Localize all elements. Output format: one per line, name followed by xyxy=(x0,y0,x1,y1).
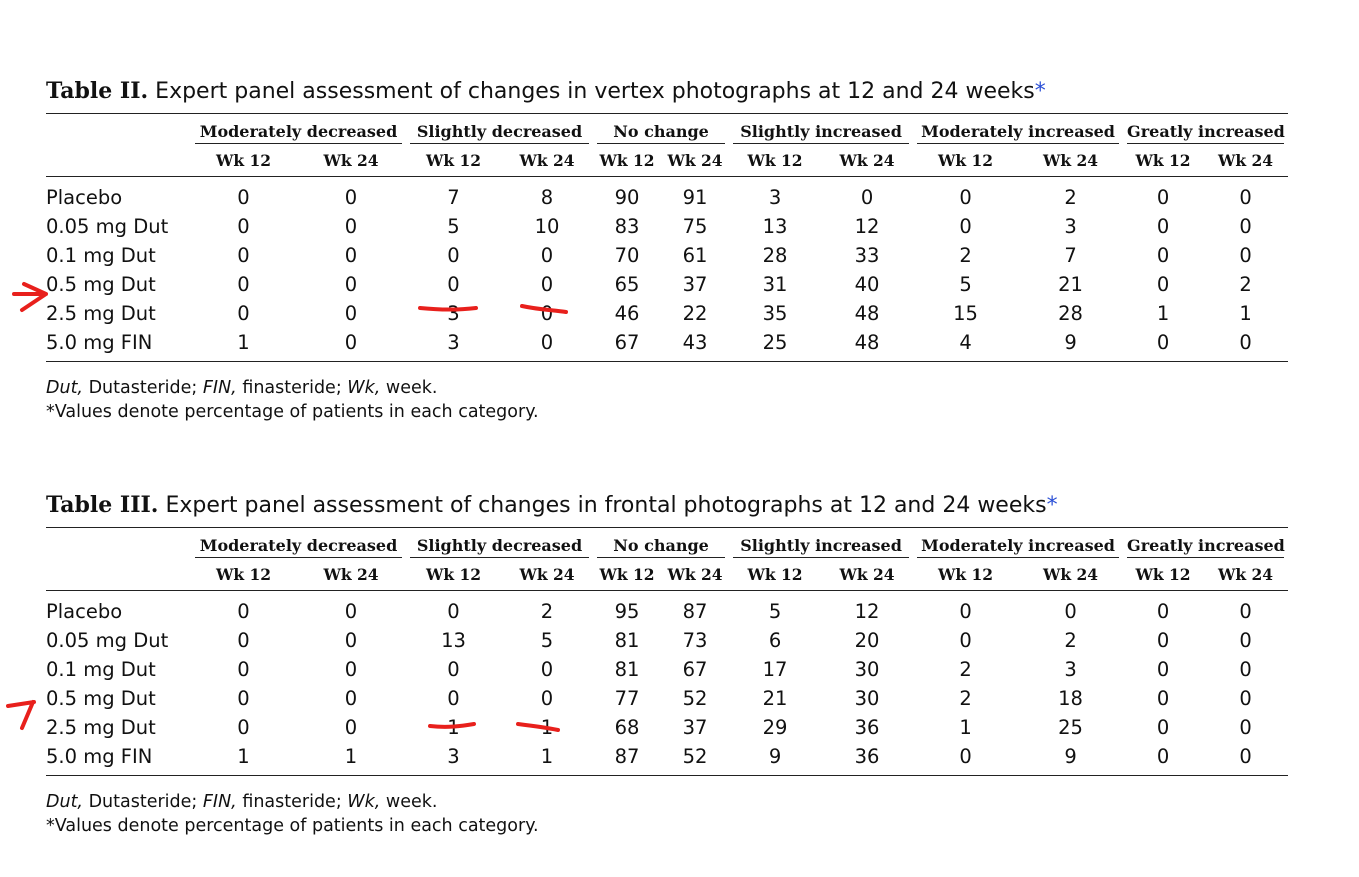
table-cell: 0 xyxy=(1239,745,1252,768)
table-cell: 0 xyxy=(344,629,358,652)
row-label: 0.05 mg Dut xyxy=(46,215,169,238)
footnote-star: * xyxy=(1046,493,1058,518)
table-cell: 17 xyxy=(762,658,788,681)
table-cell: 1 xyxy=(237,331,250,354)
week-header: Wk 12 xyxy=(406,144,501,177)
week-header-row xyxy=(46,144,1288,177)
table-cell: 0 xyxy=(959,629,972,652)
table-cell: 46 xyxy=(614,302,640,325)
table-cell: 87 xyxy=(682,600,708,623)
group-header: Moderately increased xyxy=(913,528,1123,559)
table-cell: 0 xyxy=(344,244,358,267)
row-label: Placebo xyxy=(46,600,123,623)
abbreviation-note: Dut, Dutasteride; FIN, finasteride; Wk, week. xyxy=(46,378,438,398)
week-header: Wk 12 xyxy=(729,558,821,591)
table-cell: 0 xyxy=(237,600,250,623)
table-cell: 8 xyxy=(540,186,554,209)
table-cell: 0 xyxy=(1156,658,1170,681)
values-note: *Values denote percentage of patients in each category. xyxy=(46,816,539,836)
table-cell: 30 xyxy=(854,658,880,681)
table-cell: 9 xyxy=(768,745,782,768)
table-row xyxy=(46,270,1288,299)
week-header: Wk 12 xyxy=(191,558,296,591)
table-cell: 3 xyxy=(1064,215,1077,238)
group-header: Slightly increased xyxy=(729,528,913,559)
table-cell: 2 xyxy=(959,244,972,267)
row-label: 0.1 mg Dut xyxy=(46,658,156,681)
table-cell: 48 xyxy=(854,331,880,354)
table-row xyxy=(46,177,1288,213)
table-cell: 2 xyxy=(1064,186,1077,209)
arrow-icon xyxy=(14,284,46,310)
week-header: Wk 12 xyxy=(593,144,661,177)
table-cell: 28 xyxy=(762,244,788,267)
table-row xyxy=(46,684,1288,713)
table-cell: 0 xyxy=(959,186,972,209)
table-cell: 0 xyxy=(237,629,250,652)
group-header: Moderately decreased xyxy=(191,114,406,145)
week-header: Wk 24 xyxy=(1018,144,1123,177)
table-cell: 0 xyxy=(344,215,358,238)
table-cell: 9 xyxy=(1064,331,1077,354)
table-cell: 18 xyxy=(1058,687,1083,710)
table-row xyxy=(46,241,1288,270)
table-cell: 37 xyxy=(682,716,708,739)
week-header: Wk 12 xyxy=(913,144,1018,177)
table-cell: 12 xyxy=(854,215,880,238)
table-cell: 3 xyxy=(1064,658,1077,681)
week-header: Wk 24 xyxy=(821,558,913,591)
table-cell: 0 xyxy=(1156,331,1170,354)
table-cell: 0 xyxy=(1156,215,1170,238)
empty-header xyxy=(46,114,191,145)
table-cell: 91 xyxy=(682,186,708,209)
table-cell: 6 xyxy=(768,629,782,652)
table-cell: 48 xyxy=(854,302,880,325)
table-cell: 0 xyxy=(540,658,554,681)
row-label: 5.0 mg FIN xyxy=(46,745,153,768)
table-footnotes xyxy=(46,790,1288,838)
group-header: No change xyxy=(593,114,729,145)
table-cell: 33 xyxy=(854,244,880,267)
table-cell: 0 xyxy=(1156,629,1170,652)
table-cell: 3 xyxy=(768,186,782,209)
table-cell: 0 xyxy=(1239,331,1252,354)
table-cell: 0 xyxy=(1239,687,1252,710)
table-ii xyxy=(46,76,1288,424)
table-cell: 0 xyxy=(1156,273,1170,296)
values-note: *Values denote percentage of patients in each category. xyxy=(46,402,539,422)
table-cell: 70 xyxy=(614,244,640,267)
table-cell: 20 xyxy=(854,629,880,652)
week-header: Wk 12 xyxy=(1123,144,1203,177)
group-header: Slightly decreased xyxy=(406,528,593,559)
table-cell: 0 xyxy=(237,716,250,739)
week-header: Wk 24 xyxy=(501,558,593,591)
data-table xyxy=(46,113,1288,362)
group-header: No change xyxy=(593,528,729,559)
table-cell: 0 xyxy=(540,273,554,296)
table-cell: 0 xyxy=(540,244,554,267)
table-cell: 12 xyxy=(854,600,880,623)
table-cell: 2 xyxy=(540,600,554,623)
table-cell: 77 xyxy=(614,687,640,710)
table-cell: 5 xyxy=(768,600,782,623)
table-cell: 0 xyxy=(1239,215,1252,238)
table-cell: 87 xyxy=(614,745,640,768)
table-cell: 81 xyxy=(614,629,640,652)
table-label: Table III. xyxy=(46,492,159,518)
table-cell: 0 xyxy=(237,186,250,209)
table-cell: 0 xyxy=(237,658,250,681)
week-header: Wk 24 xyxy=(1203,144,1288,177)
arrow-icon xyxy=(8,702,34,728)
week-header: Wk 12 xyxy=(913,558,1018,591)
table-cell: 0 xyxy=(447,273,460,296)
table-cell: 0 xyxy=(344,186,358,209)
table-iii xyxy=(46,490,1288,838)
table-cell: 1 xyxy=(540,716,554,739)
table-cell: 67 xyxy=(614,331,640,354)
table-cell: 81 xyxy=(614,658,640,681)
table-title: Expert panel assessment of changes in frontal photographs at 12 and 24 weeks xyxy=(165,493,1047,518)
table-cell: 1 xyxy=(344,745,358,768)
table-cell: 0 xyxy=(1156,186,1170,209)
table-cell: 73 xyxy=(682,629,708,652)
table-cell: 0 xyxy=(447,244,460,267)
table-cell: 31 xyxy=(762,273,788,296)
table-row xyxy=(46,626,1288,655)
table-cell: 67 xyxy=(682,658,708,681)
week-header: Wk 24 xyxy=(501,144,593,177)
table-cell: 3 xyxy=(447,331,460,354)
week-header: Wk 24 xyxy=(296,558,406,591)
table-cell: 21 xyxy=(1058,273,1083,296)
table-row xyxy=(46,328,1288,362)
table-cell: 1 xyxy=(1239,302,1252,325)
abbreviation-note: Dut, Dutasteride; FIN, finasteride; Wk, week. xyxy=(46,792,438,812)
week-header: Wk 12 xyxy=(1123,558,1203,591)
table-cell: 52 xyxy=(682,745,708,768)
table-cell: 1 xyxy=(1156,302,1170,325)
table-cell: 25 xyxy=(1058,716,1083,739)
table-cell: 0 xyxy=(344,600,358,623)
week-header: Wk 24 xyxy=(296,144,406,177)
table-cell: 0 xyxy=(237,302,250,325)
table-row xyxy=(46,299,1288,328)
table-cell: 0 xyxy=(447,658,460,681)
table-cell: 5 xyxy=(959,273,972,296)
table-cell: 68 xyxy=(614,716,640,739)
group-header: Slightly increased xyxy=(729,114,913,145)
table-cell: 0 xyxy=(1064,600,1077,623)
table-cell: 0 xyxy=(1156,687,1170,710)
table-cell: 1 xyxy=(447,716,460,739)
table-cell: 2 xyxy=(959,687,972,710)
table-caption xyxy=(46,76,1288,107)
table-cell: 13 xyxy=(441,629,466,652)
table-label: Table II. xyxy=(46,78,149,104)
table-cell: 83 xyxy=(614,215,640,238)
table-cell: 28 xyxy=(1058,302,1083,325)
table-cell: 29 xyxy=(762,716,788,739)
table-cell: 0 xyxy=(447,687,460,710)
table-cell: 0 xyxy=(1239,186,1252,209)
table-cell: 3 xyxy=(447,745,460,768)
table-cell: 36 xyxy=(854,716,880,739)
group-header: Slightly decreased xyxy=(406,114,593,145)
empty-header xyxy=(46,528,191,559)
table-cell: 0 xyxy=(447,600,460,623)
table-cell: 3 xyxy=(447,302,460,325)
table-cell: 2 xyxy=(959,658,972,681)
group-header: Moderately decreased xyxy=(191,528,406,559)
week-header: Wk 24 xyxy=(1203,558,1288,591)
empty-header xyxy=(46,558,191,591)
row-label: Placebo xyxy=(46,186,123,209)
table-cell: 1 xyxy=(237,745,250,768)
table-cell: 0 xyxy=(959,215,972,238)
table-cell: 5 xyxy=(447,215,460,238)
table-cell: 9 xyxy=(1064,745,1077,768)
table-cell: 0 xyxy=(1156,745,1170,768)
table-cell: 0 xyxy=(344,273,358,296)
table-cell: 1 xyxy=(959,716,972,739)
table-cell: 15 xyxy=(953,302,978,325)
group-header: Greatly increased xyxy=(1123,114,1288,145)
table-cell: 0 xyxy=(344,302,358,325)
table-cell: 0 xyxy=(344,716,358,739)
table-cell: 5 xyxy=(540,629,554,652)
empty-header xyxy=(46,144,191,177)
table-cell: 40 xyxy=(854,273,880,296)
table-cell: 0 xyxy=(1156,244,1170,267)
row-label: 2.5 mg Dut xyxy=(46,302,156,325)
table-cell: 36 xyxy=(854,745,880,768)
table-cell: 21 xyxy=(762,687,788,710)
week-header: Wk 24 xyxy=(661,558,729,591)
table-row xyxy=(46,212,1288,241)
table-footnotes xyxy=(46,376,1288,424)
table-cell: 0 xyxy=(1239,600,1252,623)
table-body xyxy=(46,177,1288,362)
table-body xyxy=(46,591,1288,776)
table-cell: 4 xyxy=(959,331,972,354)
table-row xyxy=(46,591,1288,627)
table-cell: 0 xyxy=(237,215,250,238)
table-cell: 75 xyxy=(682,215,708,238)
table-cell: 0 xyxy=(959,600,972,623)
table-cell: 65 xyxy=(614,273,640,296)
table-cell: 0 xyxy=(1156,600,1170,623)
table-cell: 25 xyxy=(762,331,788,354)
column-group-row xyxy=(46,528,1288,559)
week-header: Wk 12 xyxy=(729,144,821,177)
table-cell: 0 xyxy=(540,302,554,325)
row-label: 0.1 mg Dut xyxy=(46,244,156,267)
column-group-row xyxy=(46,114,1288,145)
table-cell: 7 xyxy=(1064,244,1077,267)
week-header: Wk 24 xyxy=(821,144,913,177)
table-cell: 0 xyxy=(540,687,554,710)
table-row xyxy=(46,742,1288,776)
table-cell: 35 xyxy=(762,302,788,325)
table-cell: 10 xyxy=(534,215,560,238)
week-header: Wk 24 xyxy=(661,144,729,177)
group-header: Greatly increased xyxy=(1123,528,1288,559)
table-cell: 7 xyxy=(447,186,460,209)
footnote-star: * xyxy=(1034,79,1046,104)
row-label: 2.5 mg Dut xyxy=(46,716,156,739)
table-cell: 0 xyxy=(1156,716,1170,739)
table-cell: 2 xyxy=(1239,273,1252,296)
row-label: 0.05 mg Dut xyxy=(46,629,169,652)
table-cell: 2 xyxy=(1064,629,1077,652)
table-cell: 13 xyxy=(762,215,788,238)
table-cell: 52 xyxy=(682,687,708,710)
table-cell: 0 xyxy=(540,331,554,354)
table-cell: 0 xyxy=(344,331,358,354)
week-header: Wk 12 xyxy=(191,144,296,177)
week-header: Wk 12 xyxy=(406,558,501,591)
table-cell: 1 xyxy=(540,745,554,768)
table-cell: 43 xyxy=(682,331,708,354)
table-row xyxy=(46,655,1288,684)
table-cell: 30 xyxy=(854,687,880,710)
table-cell: 0 xyxy=(344,658,358,681)
table-cell: 0 xyxy=(860,186,874,209)
row-label: 0.5 mg Dut xyxy=(46,273,156,296)
table-cell: 0 xyxy=(237,244,250,267)
table-cell: 0 xyxy=(1239,658,1252,681)
table-cell: 0 xyxy=(237,687,250,710)
table-row xyxy=(46,713,1288,742)
table-title: Expert panel assessment of changes in vertex photographs at 12 and 24 weeks xyxy=(155,79,1035,104)
table-caption xyxy=(46,490,1288,521)
table-cell: 0 xyxy=(344,687,358,710)
table-cell: 0 xyxy=(1239,244,1252,267)
row-label: 0.5 mg Dut xyxy=(46,687,156,710)
table-cell: 22 xyxy=(682,302,708,325)
week-header-row xyxy=(46,558,1288,591)
table-cell: 37 xyxy=(682,273,708,296)
week-header: Wk 24 xyxy=(1018,558,1123,591)
week-header: Wk 12 xyxy=(593,558,661,591)
table-cell: 0 xyxy=(1239,629,1252,652)
table-cell: 61 xyxy=(682,244,708,267)
row-label: 5.0 mg FIN xyxy=(46,331,153,354)
table-cell: 0 xyxy=(237,273,250,296)
table-cell: 95 xyxy=(614,600,640,623)
table-cell: 0 xyxy=(1239,716,1252,739)
group-header: Moderately increased xyxy=(913,114,1123,145)
table-cell: 0 xyxy=(959,745,972,768)
table-cell: 90 xyxy=(614,186,640,209)
data-table xyxy=(46,527,1288,776)
